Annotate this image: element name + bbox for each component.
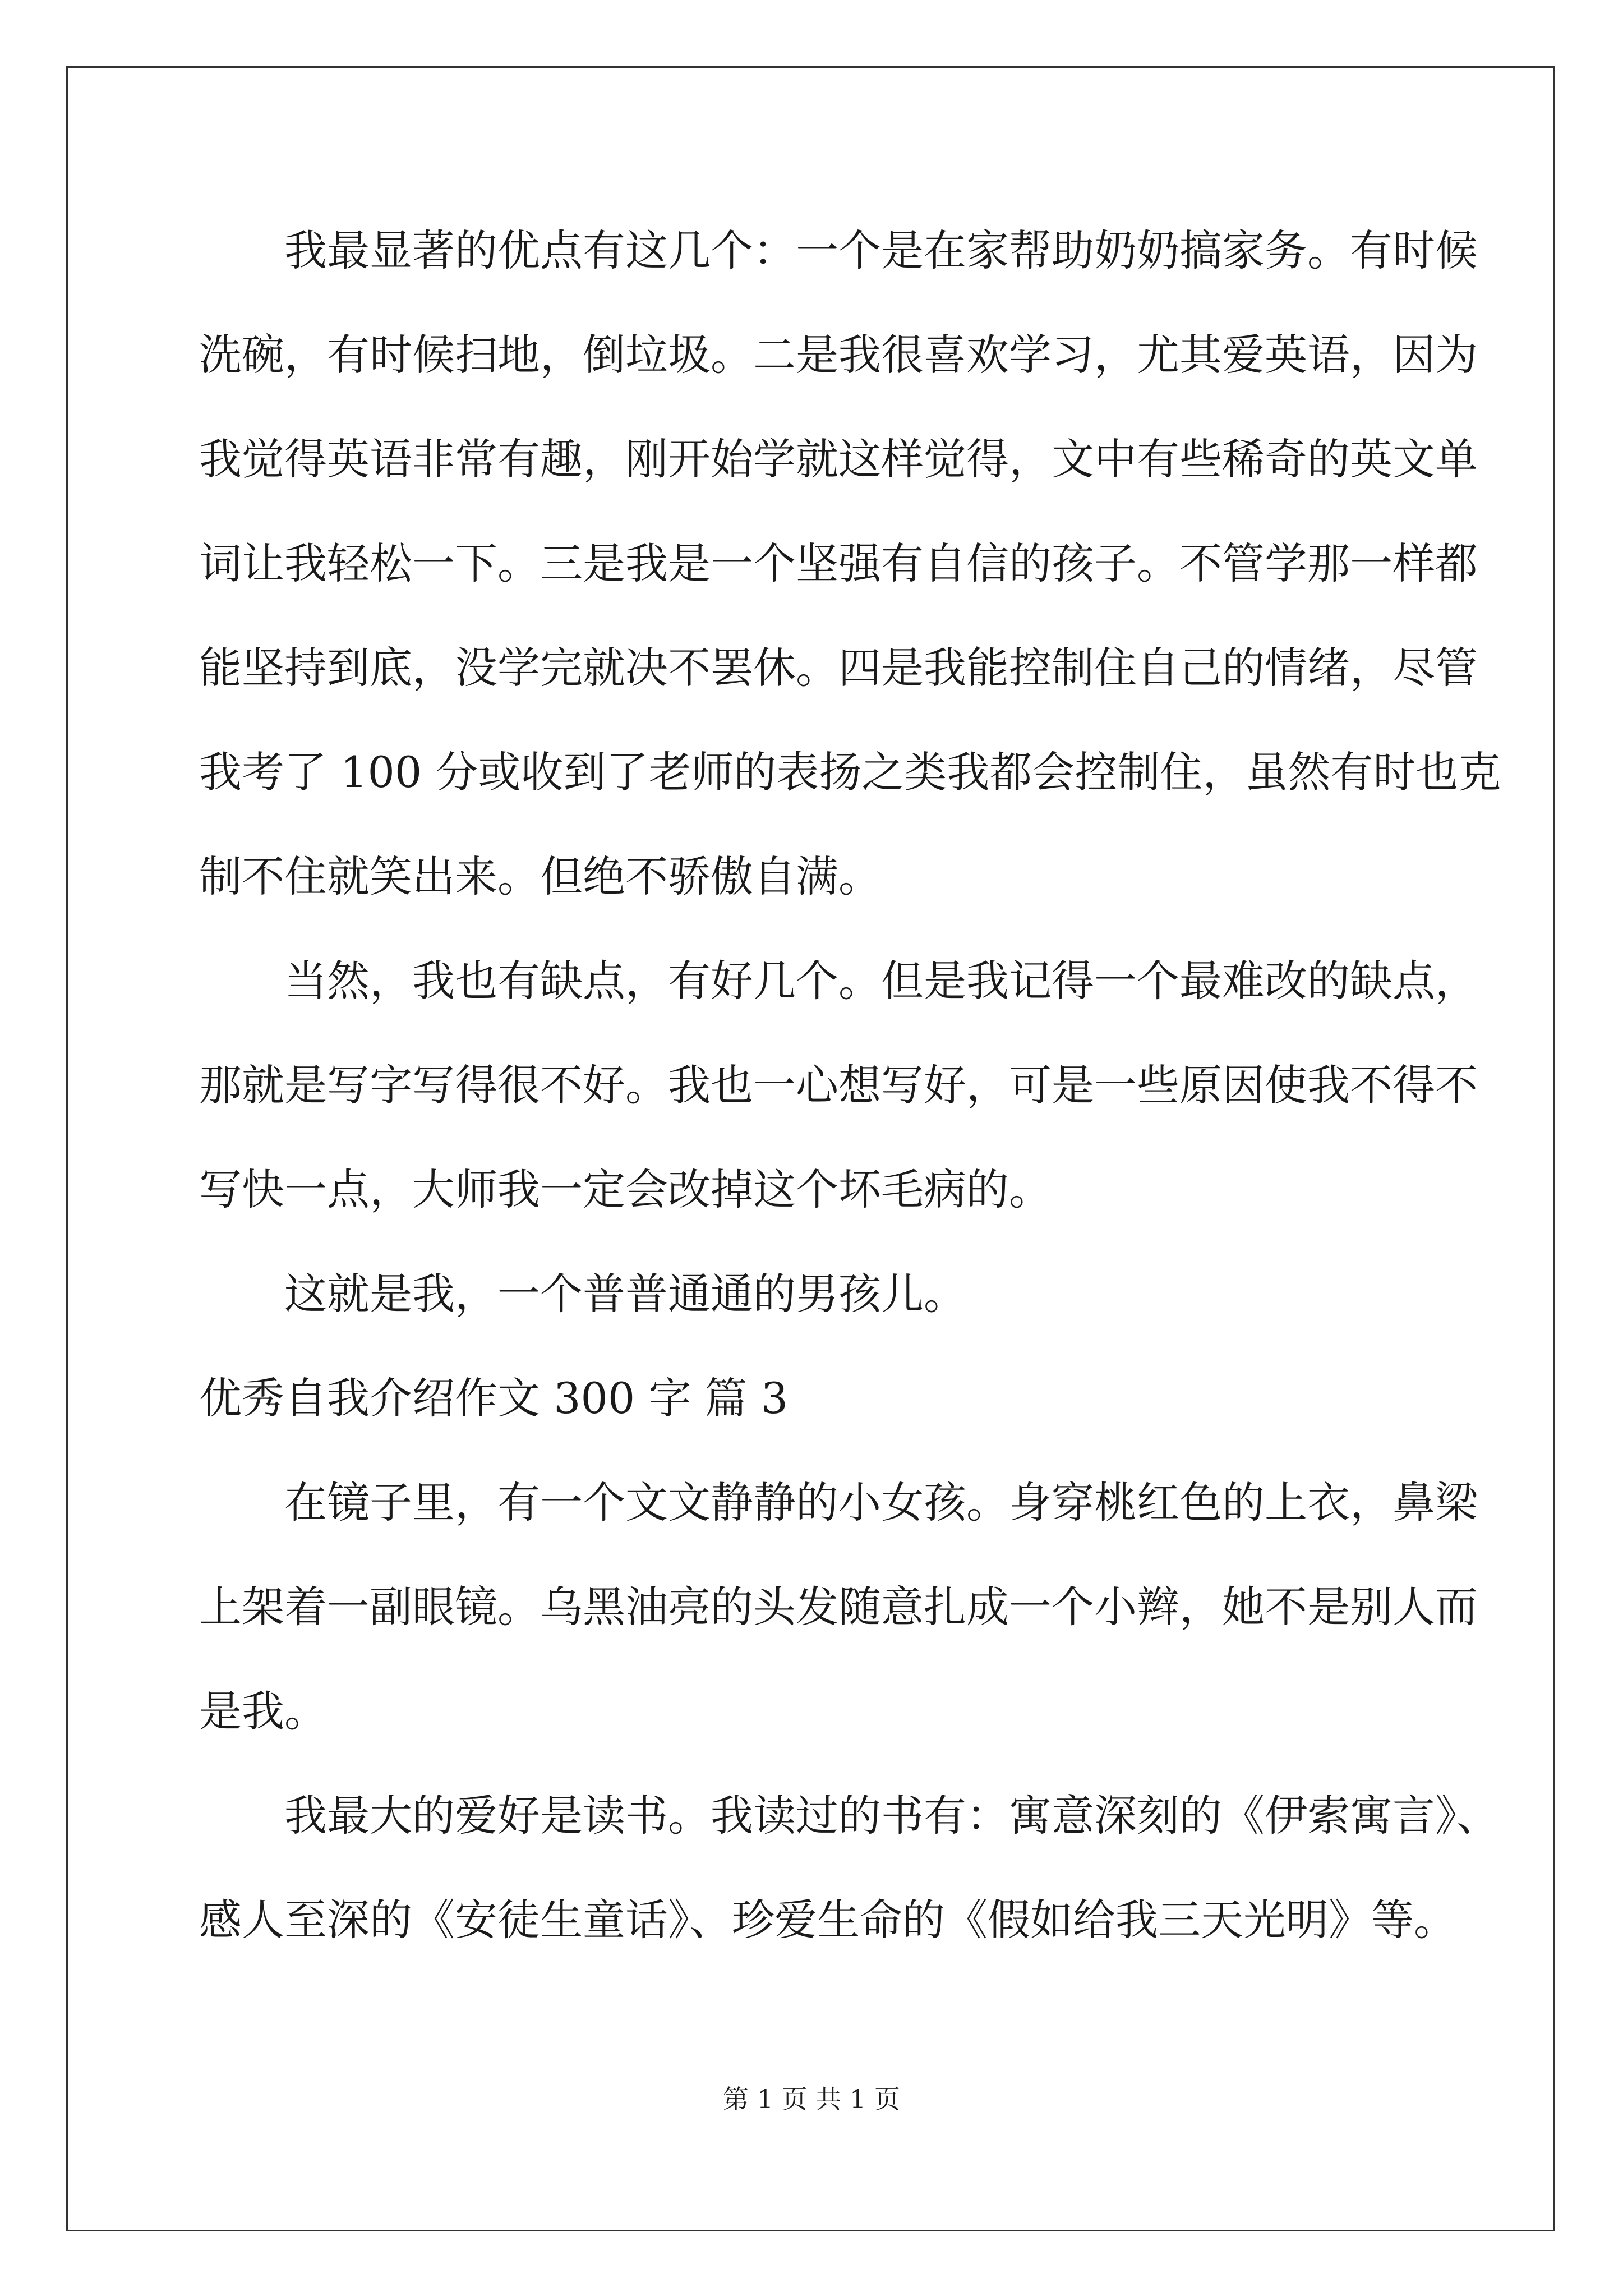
paragraph-line: 我考了 100 分或收到了老师的表扬之类我都会控制住，虽然有时也克	[199, 747, 1501, 797]
paragraph-line: 在镜子里，有一个文文静静的小女孩。身穿桃红色的上衣，鼻梁	[284, 1478, 1478, 1527]
paragraph-line: 上架着一副眼镜。乌黑油亮的头发随意扎成一个小辫，她不是别人而	[199, 1582, 1478, 1632]
paragraph-line: 是我。	[199, 1686, 327, 1736]
paragraph-line: 感人至深的《安徒生童话》、珍爱生命的《假如给我三天光明》等。	[199, 1895, 1456, 1945]
paragraph-line: 我觉得英语非常有趣，刚开始学就这样觉得，文中有些稀奇的英文单	[199, 434, 1478, 484]
page-footer: 第 1 页 共 1 页	[723, 2084, 900, 2114]
section-heading: 优秀自我介绍作文 300 字 篇 3	[199, 1373, 789, 1423]
paragraph-line: 制不住就笑出来。但绝不骄傲自满。	[199, 852, 881, 901]
paragraph-line: 词让我轻松一下。三是我是一个坚强有自信的孩子。不管学那一样都	[199, 539, 1478, 588]
paragraph-line: 能坚持到底，没学完就决不罢休。四是我能控制住自己的情绪，尽管	[199, 643, 1478, 693]
paragraph-line: 那就是写字写得很不好。我也一心想写好，可是一些原因使我不得不	[199, 1060, 1478, 1110]
paragraph-line: 我最显著的优点有这几个：一个是在家帮助奶奶搞家务。有时候	[284, 226, 1478, 275]
paragraph-line: 当然，我也有缺点，有好几个。但是我记得一个最难改的缺点，	[284, 956, 1478, 1006]
paragraph-line: 洗碗，有时候扫地，倒垃圾。二是我很喜欢学习，尤其爱英语，因为	[199, 330, 1478, 380]
paragraph-line: 我最大的爱好是读书。我读过的书有：寓意深刻的《伊索寓言》、	[284, 1791, 1499, 1841]
paragraph-line: 写快一点，大师我一定会改掉这个坏毛病的。	[199, 1165, 1052, 1214]
document-body	[199, 209, 1501, 1982]
paragraph-line: 这就是我，一个普普通通的男孩儿。	[284, 1269, 966, 1319]
